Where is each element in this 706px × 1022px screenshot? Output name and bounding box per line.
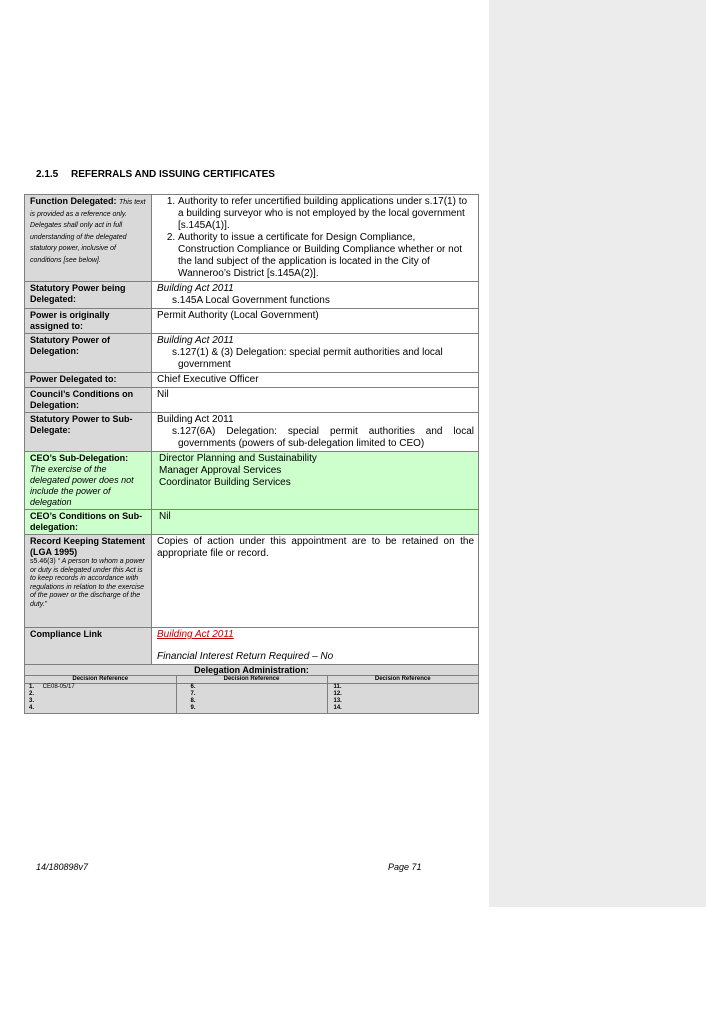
- sub-delegate-power-value-cell: [152, 413, 479, 452]
- ceo-sub-delegation-label-cell: [25, 452, 152, 510]
- function-delegated-label-cell: [25, 195, 152, 282]
- sub-delegate-power-act: Building Act 2011: [157, 414, 234, 425]
- statutory-power-label: Statutory Power being Delegated:: [25, 282, 152, 309]
- section-heading: [36, 169, 275, 180]
- row-compliance: [25, 628, 479, 665]
- row-function-delegated: [25, 195, 479, 282]
- compliance-link[interactable]: Building Act 2011: [157, 629, 234, 640]
- decision-entry: 1. CE08-05/17: [29, 684, 75, 690]
- decision-value: CE08-05/17: [42, 684, 75, 690]
- decision-column-1: [25, 684, 176, 714]
- record-keeping-label: Record Keeping Statement (LGA 1995): [30, 536, 146, 557]
- sub-delegate-entry: Director Planning and Sustainability: [159, 453, 317, 464]
- function-delegated-note: This text is provided as a reference only. Delegates shall only act in full understanding of the delegated statutory power, inclusive of conditions [see below].: [30, 199, 146, 264]
- authority-list: [157, 196, 474, 280]
- compliance-label: Compliance Link: [25, 628, 152, 665]
- decision-entry: 4.: [29, 705, 35, 711]
- statutory-power-delegation-section: s.127(1) & (3) Delegation: special permit authorities and local government: [172, 347, 443, 370]
- statutory-power-delegation-act: Building Act 2011: [157, 335, 234, 346]
- row-record-keeping: [25, 535, 479, 628]
- ceo-sub-delegation-value-cell: [152, 452, 479, 510]
- council-conditions-label: Council’s Conditions on Delegation:: [25, 388, 152, 413]
- decision-column-2: [176, 684, 327, 714]
- row-ceo-conditions: [25, 510, 479, 535]
- row-statutory-power: [25, 282, 479, 309]
- row-council-conditions: [25, 388, 479, 413]
- decision-reference-header: Decision Reference: [327, 676, 478, 684]
- sub-delegate-power-label: Statutory Power to Sub-Delegate:: [25, 413, 152, 452]
- admin-title: Delegation Administration:: [25, 665, 478, 676]
- council-conditions-value: Nil: [152, 388, 479, 413]
- decision-entry: 11.: [333, 684, 342, 690]
- record-keeping-value: Copies of action under this appointment are to be retained on the appropriate file or record.: [152, 535, 479, 628]
- decision-entry: 9.: [190, 705, 196, 711]
- document-id: 14/180898v7: [36, 862, 89, 872]
- section-title: REFERRALS AND ISSUING CERTIFICATES: [71, 169, 275, 180]
- authority-item: 2. Authority to issue a certificate for Design Compliance, Construction Compliance or Building Compliance whether or not the land subject of the application is located in the City of Wanneroo’s District [s.145A(2)].: [178, 232, 474, 280]
- row-originally-assigned: [25, 309, 479, 334]
- ceo-sub-delegation-note: The exercise of the delegated power does not include the power of delegation: [30, 464, 134, 507]
- decision-column-3: [327, 684, 478, 714]
- decision-entry: 6.: [190, 684, 196, 690]
- decision-entry: 14.: [333, 705, 342, 711]
- authority-item: 1. Authority to refer uncertified building applications under s.17(1) to a building surveyor who is not employed by the local government [s.145A(1)].: [178, 196, 474, 232]
- function-delegated-value-cell: [152, 195, 479, 282]
- row-admin-title: [25, 665, 479, 714]
- decision-entry: 12.: [333, 691, 342, 697]
- delegated-to-value: Chief Executive Officer: [152, 373, 479, 388]
- ceo-conditions-label: CEO’s Conditions on Sub-delegation:: [25, 510, 152, 535]
- sub-delegate-power-section: s.127(6A) Delegation: special permit authorities and local governments (powers of sub-delegation limited to CEO): [172, 426, 474, 449]
- delegated-to-label: Power Delegated to:: [25, 373, 152, 388]
- record-keeping-note: [30, 558, 147, 609]
- sub-delegate-entry: Manager Approval Services: [159, 465, 282, 476]
- ceo-conditions-value: Nil: [152, 510, 479, 535]
- decision-entry: 8.: [190, 698, 196, 704]
- financial-interest-return: Financial Interest Return Required – No: [157, 651, 334, 662]
- decision-reference-header: Decision Reference: [25, 676, 176, 684]
- row-statutory-power-delegation: [25, 334, 479, 373]
- record-keeping-ref: s5.46(3): [30, 558, 56, 565]
- compliance-value-cell: [152, 628, 479, 665]
- statutory-power-act: Building Act 2011: [157, 283, 234, 294]
- record-keeping-quote: “ A person to whom a power or duty is delegated under this Act is to keep records in accordance with regulations in relation to the exercise of the power or the discharge of the duty.”: [30, 558, 145, 608]
- delegation-table: [24, 194, 479, 714]
- decision-entry: 3.: [29, 698, 35, 704]
- row-delegated-to: [25, 373, 479, 388]
- section-number: 2.1.5: [36, 169, 59, 180]
- decision-reference-header: Decision Reference: [176, 676, 327, 684]
- row-sub-delegate-power: [25, 413, 479, 452]
- originally-assigned-value: Permit Authority (Local Government): [152, 309, 479, 334]
- decision-entry: 2.: [29, 691, 35, 697]
- record-keeping-label-cell: [25, 535, 152, 628]
- ceo-sub-delegation-label: CEO’s Sub-Delegation:: [30, 453, 129, 463]
- decision-entry: 7.: [190, 691, 196, 697]
- statutory-power-section: s.145A Local Government functions: [172, 295, 330, 306]
- statutory-power-value-cell: [152, 282, 479, 309]
- statutory-power-delegation-value-cell: [152, 334, 479, 373]
- statutory-power-delegation-label: Statutory Power of Delegation:: [25, 334, 152, 373]
- row-ceo-sub-delegation: [25, 452, 479, 510]
- sub-delegate-entry: Coordinator Building Services: [159, 477, 291, 488]
- originally-assigned-label: Power is originally assigned to:: [25, 309, 152, 334]
- page-number: Page 71: [388, 862, 422, 872]
- decision-entry: 13.: [333, 698, 342, 704]
- function-delegated-label: Function Delegated:: [30, 196, 117, 206]
- comment-margin-pane: [489, 0, 706, 907]
